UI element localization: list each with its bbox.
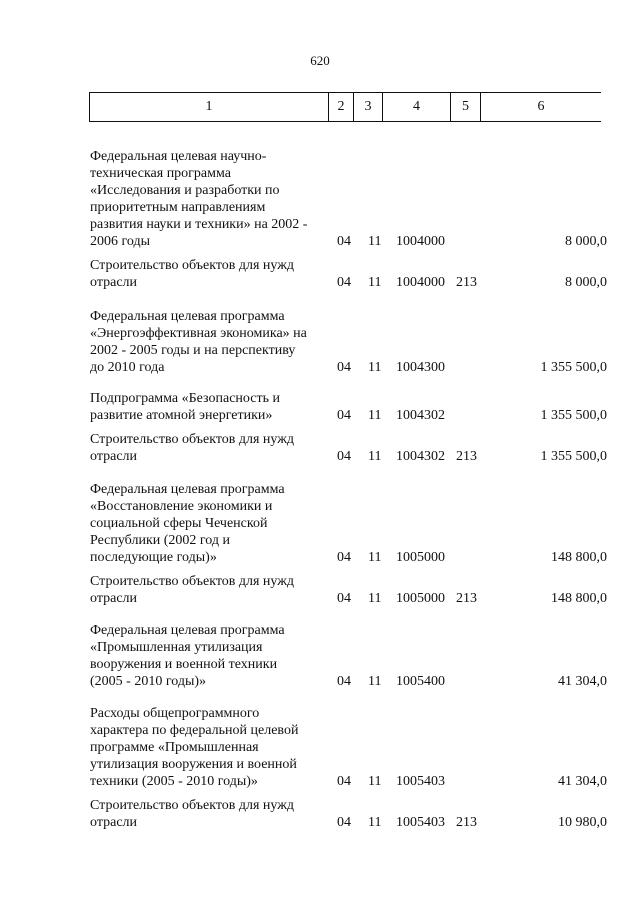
header-col-4: 4	[383, 93, 451, 122]
row-vr: 213	[456, 275, 477, 290]
row-pr: 11	[368, 674, 382, 689]
row-rz: 04	[337, 234, 351, 249]
row-csr: 1005400	[396, 674, 445, 689]
row-pr: 11	[368, 449, 382, 464]
row-pr: 11	[368, 275, 382, 290]
row-csr: 1004302	[396, 408, 445, 423]
row-description: Строительство объектов для нужд отрасли	[90, 432, 295, 464]
row-sum: 148 800,0	[551, 550, 607, 565]
row-sum: 1 355 500,0	[540, 408, 607, 423]
row-description: Подпрограмма «Безопасность и развитие атомной энергетики»	[90, 391, 280, 423]
row-sum: 1 355 500,0	[540, 449, 607, 464]
row-csr: 1004302	[396, 449, 445, 464]
row-description: Федеральная целевая программа «Энергоэффективная экономика» на 2002 - 2005 годы и на перспективу до 2010 года	[90, 309, 307, 375]
row-sum: 148 800,0	[551, 591, 607, 606]
header-col-2: 2	[329, 93, 354, 122]
row-csr: 1005403	[396, 774, 445, 789]
row-vr: 213	[456, 449, 477, 464]
row-description: Федеральная целевая программа «Восстановление экономики и социальной сферы Чеченской Республики (2002 год и последующие годы)»	[90, 482, 285, 565]
row-rz: 04	[337, 674, 351, 689]
row-csr: 1004000	[396, 234, 445, 249]
row-rz: 04	[337, 408, 351, 423]
row-description: Строительство объектов для нужд отрасли	[90, 258, 295, 290]
row-csr: 1004300	[396, 360, 445, 375]
row-description: Федеральная целевая научно- техническая программа «Исследования и разработки по приоритетным направлениям развития науки и техники» на 2002 - 2006 годы	[90, 149, 308, 249]
row-csr: 1005000	[396, 591, 445, 606]
row-rz: 04	[337, 550, 351, 565]
row-rz: 04	[337, 815, 351, 830]
row-csr: 1005403	[396, 815, 445, 830]
row-rz: 04	[337, 591, 351, 606]
row-rz: 04	[337, 275, 351, 290]
row-sum: 1 355 500,0	[540, 360, 607, 375]
row-description: Расходы общепрограммного характера по федеральной целевой программе «Промышленная утилизация вооружения и военной техники (2005 - 2010 годы)»	[90, 706, 299, 789]
row-pr: 11	[368, 408, 382, 423]
row-csr: 1005000	[396, 550, 445, 565]
row-rz: 04	[337, 360, 351, 375]
row-sum: 8 000,0	[565, 275, 607, 290]
row-rz: 04	[337, 449, 351, 464]
row-pr: 11	[368, 815, 382, 830]
row-sum: 41 304,0	[558, 674, 607, 689]
row-sum: 10 980,0	[558, 815, 607, 830]
row-description: Строительство объектов для нужд отрасли	[90, 574, 295, 606]
row-vr: 213	[456, 591, 477, 606]
header-col-1: 1	[90, 93, 329, 122]
row-pr: 11	[368, 360, 382, 375]
header-col-5: 5	[451, 93, 481, 122]
row-pr: 11	[368, 550, 382, 565]
row-description: Федеральная целевая программа «Промышленная утилизация вооружения и военной техники (2005 - 2010 годы)»	[90, 623, 285, 689]
row-pr: 11	[368, 591, 382, 606]
page-number: 620	[310, 53, 330, 68]
row-pr: 11	[368, 774, 382, 789]
row-vr: 213	[456, 815, 477, 830]
row-description: Строительство объектов для нужд отрасли	[90, 798, 295, 830]
row-rz: 04	[337, 774, 351, 789]
header-col-6: 6	[481, 93, 602, 122]
row-pr: 11	[368, 234, 382, 249]
row-csr: 1004000	[396, 275, 445, 290]
header-col-3: 3	[354, 93, 383, 122]
row-sum: 41 304,0	[558, 774, 607, 789]
row-sum: 8 000,0	[565, 234, 607, 249]
